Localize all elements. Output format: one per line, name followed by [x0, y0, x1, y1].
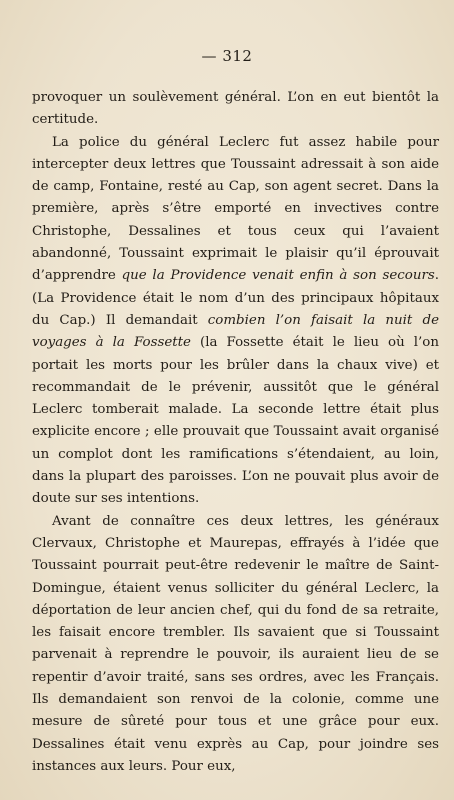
- paragraph: [32, 87, 439, 132]
- text-run: La police du général Leclerc fut assez habile pour intercepter deux lettres que Toussaint adressait à son aide de camp, Fontaine, resté au Cap, son agent secret. Dans la première, après s’être emporté en invectives contre Christophe, Dessalines et tous ceux qui l’avaient abandonné, Toussaint exprimait le plaisir qu’il éprouvait d’apprendre: [32, 134, 439, 284]
- paragraph: [32, 511, 439, 779]
- italic-text-run: que la Providence venait enfin à son secours: [121, 268, 435, 284]
- page-number: — 312: [201, 47, 253, 65]
- body-text: [32, 87, 439, 778]
- text-run: provoquer un soulèvement général. L’on en eut bientôt la certitude.: [32, 90, 439, 128]
- text-run: . (La Providence était le nom d’un des principaux hôpitaux du Cap.) Il demandait: [32, 268, 439, 328]
- paragraph: [32, 132, 439, 511]
- text-run: (la Fossette était le lieu où l’on portait les morts pour les brûler dans la chaux vive) et recommandait de le prévenir, aussitôt que le général Leclerc tomberait malade. La seconde lettre était plus explicite encore ; elle prouvait que Toussaint avait organisé un complot dont les ramifications s’étendaient, au loin, dans la plupart des paroisses. L’on ne pouvait plus avoir de doute sur ses intentions.: [32, 335, 439, 507]
- italic-text-run: combien l’on faisait la nuit de voyages à la Fossette: [32, 312, 439, 351]
- text-run: Avant de connaître ces deux lettres, les généraux Clervaux, Christophe et Maurepas, effrayés à l’idée que Toussaint pourrait peut-être redevenir le maître de Saint-Domingue, étaient venus solliciter du général Leclerc, la déportation de leur ancien chef, qui du fond de sa retraite, les faisait encore trembler. Ils savaient que si Toussaint parvenait à reprendre le pouvoir, ils auraient lieu de se repentir d’avoir traité, sans ses ordres, avec les Français. Ils demandaient son renvoi de la colonie, comme une mesure de sûreté pour tous et une grâce pour eux. Dessalines était venu exprès au Cap, pour joindre ses instances aux leurs. Pour eux,: [32, 513, 439, 774]
